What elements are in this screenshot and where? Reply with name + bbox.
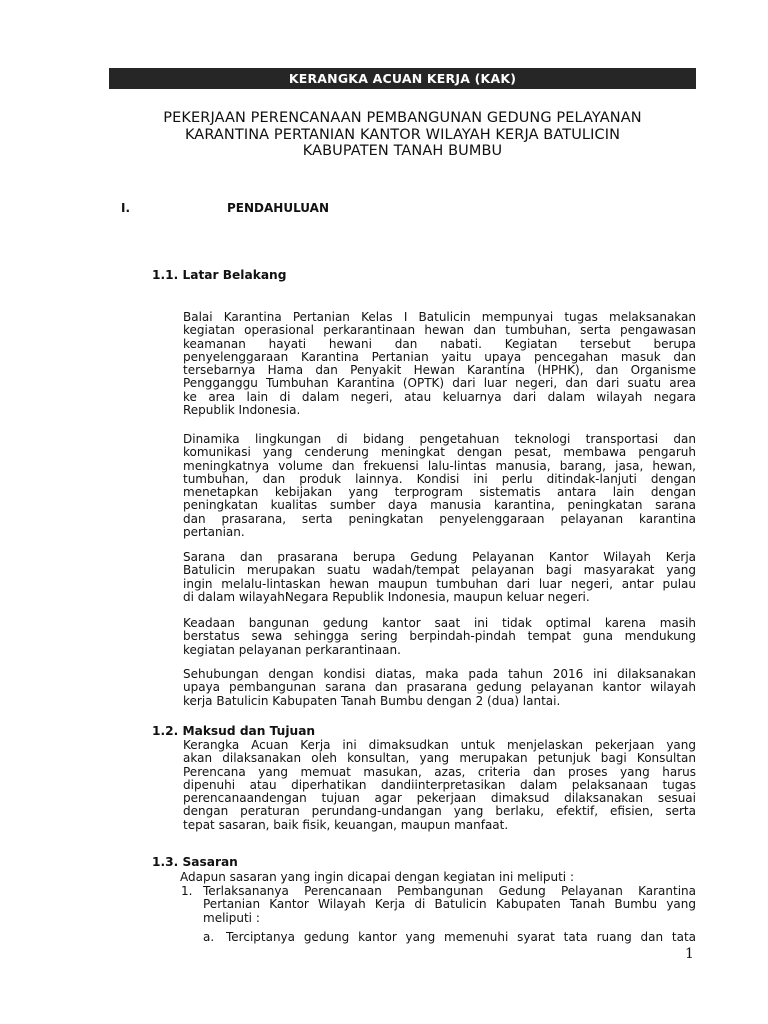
text-line: kerja Batulicin Kabupaten Tanah Bumbu dengan 2 (dua) lantai. <box>183 693 561 708</box>
text-line: Perencana yang memuat masukan, azas, criteria dan proses yang harus <box>183 764 696 779</box>
text-line: pertanian. <box>183 525 245 540</box>
text-line: ke area lain di dalam negeri, atau keluarnya dari dalam wilayah negara <box>183 389 696 404</box>
sub-list-item-a <box>226 931 696 944</box>
heading-latar-belakang: 1.1. Latar Belakang <box>152 268 287 282</box>
text-line: komunikasi yang cenderung meningkat dengan pesat, membawa pengaruh <box>183 445 696 460</box>
text-line: kegiatan operasional perkarantinaan hewan dan tumbuhan, serta pengawasan <box>183 323 696 338</box>
sasaran-intro: Adapun sasaran yang ingin dicapai dengan kegiatan ini meliputi : <box>180 870 574 884</box>
text-line: penyelenggaraan Karantina Pertanian yaitu upaya pencegahan masuk dan <box>183 349 696 364</box>
text-line: ingin melalu-lintaskan hewan maupun tumbuhan dari luar negeri, antar pulau <box>183 576 696 591</box>
title-line: PEKERJAAN PERENCANAAN PEMBANGUNAN GEDUNG PELAYANAN <box>163 110 642 126</box>
paragraph-latar-5 <box>183 668 696 708</box>
text-line: Batulicin merupakan suatu wadah/tempat pelayanan bagi masyarakat yang <box>183 563 696 578</box>
kak-banner: KERANGKA ACUAN KERJA (KAK) <box>109 68 696 89</box>
text-line: Terlaksananya Perencanaan Pembangunan Gedung Pelayanan Karantina <box>203 884 696 898</box>
heading-maksud-tujuan: 1.2. Maksud dan Tujuan <box>152 724 316 738</box>
text-line: akan dilaksanakan oleh konsultan, yang merupakan petunjuk bagi Konsultan <box>183 751 696 766</box>
text-line: Pengganggu Tumbuhan Karantina (OPTK) dari luar negeri, dan dari suatu area <box>183 376 696 391</box>
text-line: meningkatnya volume dan frekuensi lalu-lintas manusia, barang, jasa, hewan, <box>183 458 696 473</box>
text-line: Keadaan bangunan gedung kantor saat ini tidak optimal karena masih <box>183 616 696 630</box>
text-line: dengan peraturan perundang-undangan yang berlaku, efektif, efisien, serta <box>183 804 696 819</box>
text-line: dan prasarana, serta peningkatan penyelenggaraan pelayanan karantina <box>183 511 696 526</box>
paragraph-latar-2 <box>183 433 696 539</box>
list-number: 1. <box>181 884 193 898</box>
text-line: Terciptanya gedung kantor yang memenuhi syarat tata ruang dan tata <box>226 930 696 944</box>
text-line: Balai Karantina Pertanian Kelas I Batulicin mempunyai tugas melaksanakan <box>183 310 696 324</box>
text-line: di dalam wilayahNegara Republik Indonesia, maupun keluar negeri. <box>183 589 590 604</box>
paragraph-latar-4 <box>183 617 696 657</box>
title-line: KABUPATEN TANAH BUMBU <box>302 143 503 159</box>
list-item-1 <box>203 885 696 925</box>
text-line: perencanaandengan tujuan agar pekerjaan dimaksud dilaksanakan sesuai <box>183 791 696 806</box>
document-title <box>100 110 705 160</box>
text-line: meliputi : <box>203 910 260 925</box>
text-line: berstatus sewa sehingga sering berpindah-pindah tempat guna mendukung <box>183 629 696 644</box>
text-line: Dinamika lingkungan di bidang pengetahuan teknologi transportasi dan <box>183 432 696 446</box>
text-line: peningkatan kualitas sumber daya manusia karantina, peningkatan sarana <box>183 498 696 513</box>
sub-list-letter: a. <box>203 930 215 944</box>
paragraph-latar-3 <box>183 551 696 604</box>
section-number: I. <box>121 201 131 215</box>
text-line: Kerangka Acuan Kerja ini dimaksudkan untuk menjelaskan pekerjaan yang <box>183 738 696 752</box>
section-title: PENDAHULUAN <box>227 201 329 215</box>
title-line: KARANTINA PERTANIAN KANTOR WILAYAH KERJA BATULICIN <box>184 126 621 143</box>
page-number: 1 <box>685 946 694 962</box>
text-line: dipenuhi atau diperhatikan dandiinterpretasikan dalam pelaksanaan tugas <box>183 777 696 792</box>
text-line: kegiatan pelayanan perkarantinaan. <box>183 642 401 657</box>
text-line: keamanan hayati hewani dan nabati. Kegiatan tersebut berupa <box>183 336 696 351</box>
text-line: Republik Indonesia. <box>183 403 301 418</box>
text-line: tersebarnya Hama dan Penyakit Hewan Karantina (HPHK), dan Organisme <box>183 363 696 378</box>
text-line: Sarana dan prasarana berupa Gedung Pelayanan Kantor Wilayah Kerja <box>183 550 696 564</box>
text-line: Pertanian Kantor Wilayah Kerja di Batulicin Kabupaten Tanah Bumbu yang <box>203 897 696 912</box>
text-line: tepat sasaran, baik fisik, keuangan, maupun manfaat. <box>183 817 509 832</box>
paragraph-latar-1 <box>183 311 696 417</box>
heading-sasaran: 1.3. Sasaran <box>152 855 238 869</box>
text-line: Sehubungan dengan kondisi diatas, maka pada tahun 2016 ini dilaksanakan <box>183 667 696 681</box>
text-line: tumbuhan, dan produk lainnya. Kondisi ini perlu ditindak-lanjuti dengan <box>183 471 696 486</box>
paragraph-maksud <box>183 739 696 832</box>
text-line: menetapkan kebijakan yang terprogram sistematis antara lain dengan <box>183 485 696 500</box>
text-line: upaya pembangunan sarana dan prasarana gedung pelayanan kantor wilayah <box>183 680 696 695</box>
